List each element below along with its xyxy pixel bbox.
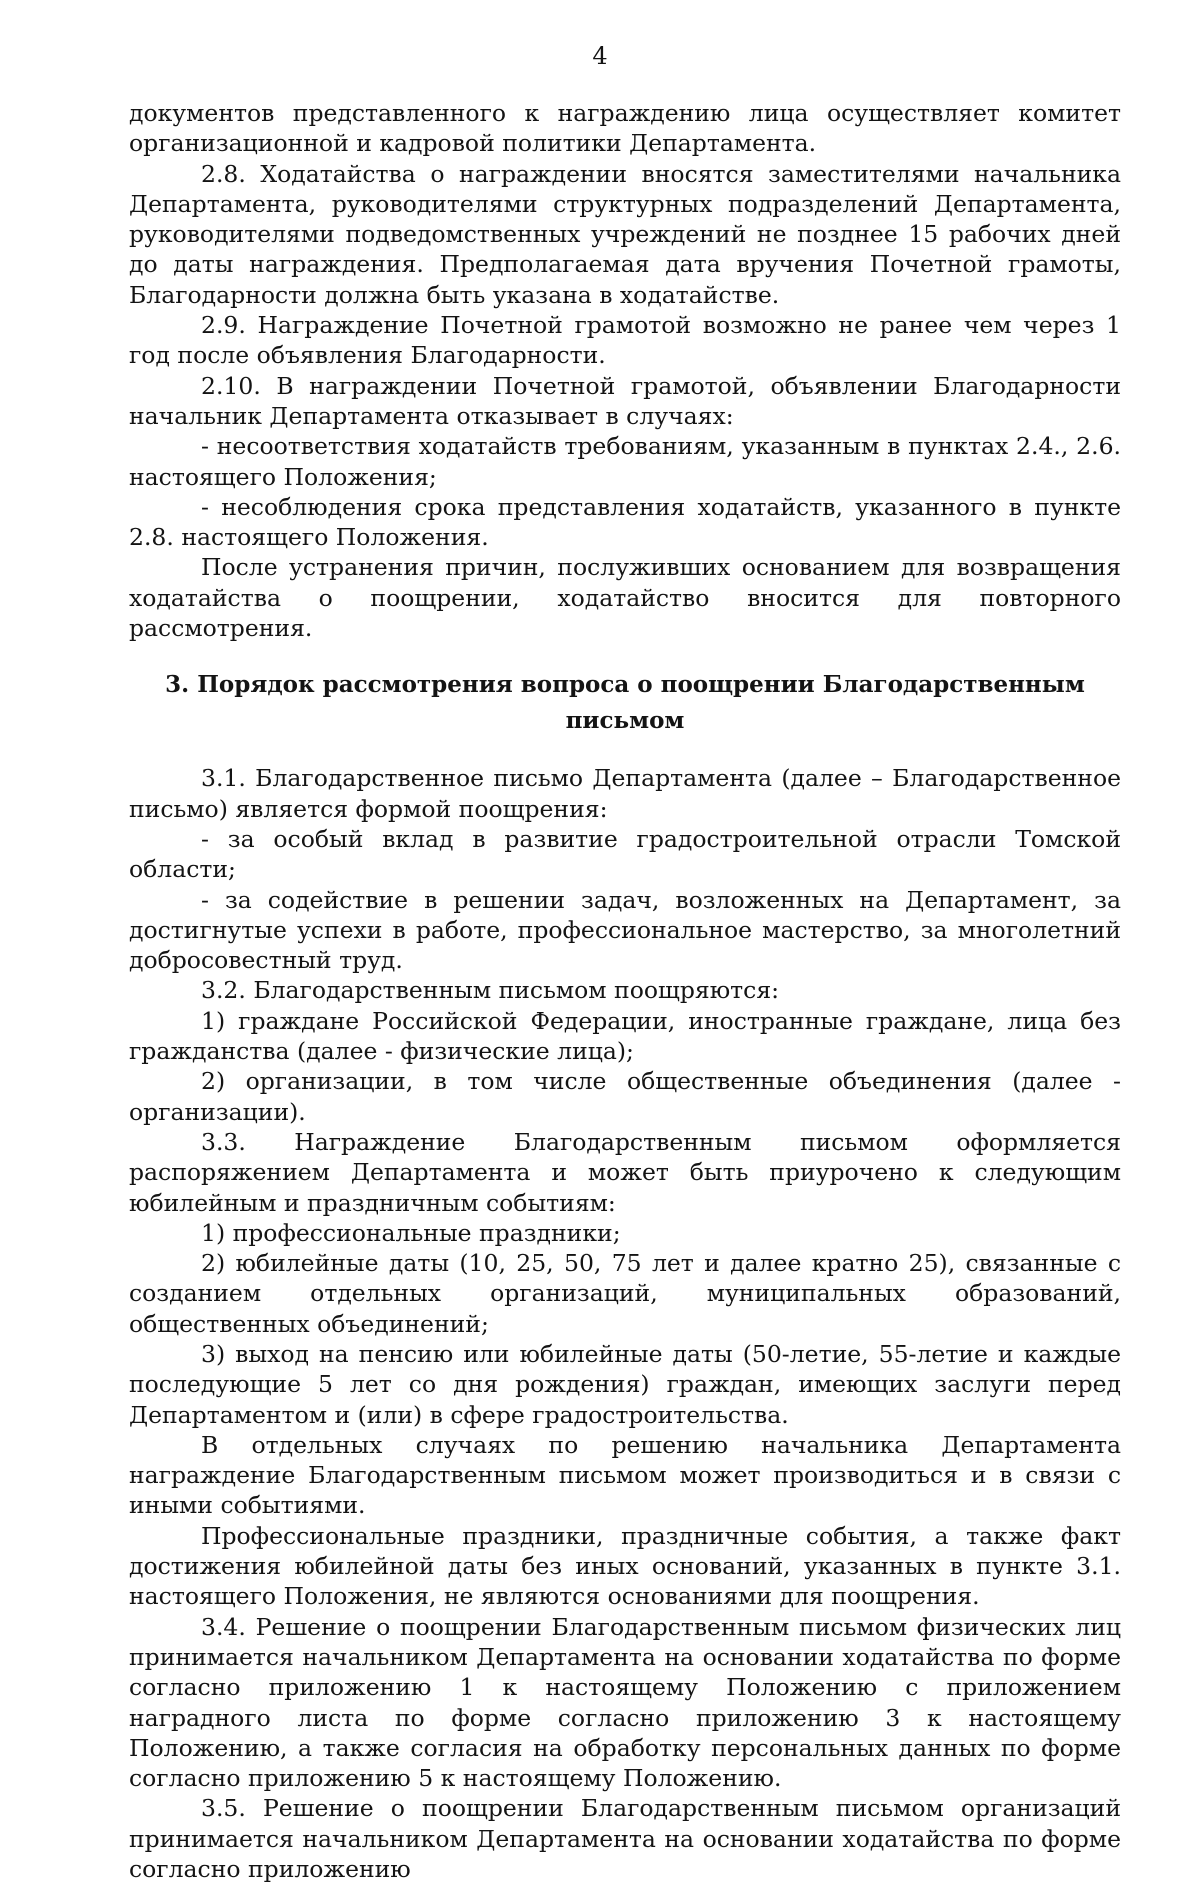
list-item-holidays: 1) профессиональные праздники; — [201, 1218, 621, 1247]
paragraph-3-1: 3.1. Благодарственное письмо Департамента (далее – Благодарственное письмо) является формой поощрения: — [129, 764, 1121, 823]
paragraph-continuation: документов представленного к награждению лица осуществляет комитет организационной и кадровой политики Департамента. — [129, 99, 1121, 158]
document-body — [129, 98, 1121, 1884]
paragraph-resubmission: После устранения причин, послуживших основанием для возвращения ходатайства о поощрении, ходатайство вносится для повторного рассмотрения. — [129, 553, 1121, 643]
paragraph-not-grounds: Профессиональные праздники, праздничные события, а также факт достижения юбилейной даты без иных оснований, указанных в пункте 3.1. настоящего Положения, не являются основаниями для поощрения. — [129, 1521, 1121, 1611]
paragraph-3-2: 3.2. Благодарственным письмом поощряются: — [201, 976, 780, 1005]
paragraph-2-8: 2.8. Ходатайства о награждении вносятся заместителями начальника Департамента, руководителями структурных подразделений Департамента, руководителями подведомственных учреждений не позднее 15 рабочих дней до даты награждения. Предполагаемая дата вручения Почетной грамоты, Благодарности должна быть указана в ходатайстве. — [129, 159, 1121, 309]
paragraph-2-10: 2.10. В награждении Почетной грамотой, объявлении Благодарности начальник Департамента отказывает в случаях: — [129, 371, 1121, 430]
list-item-citizens: 1) граждане Российской Федерации, иностранные граждане, лица без гражданства (далее - физические лица); — [129, 1006, 1121, 1066]
paragraph-3-3: 3.3. Награждение Благодарственным письмом оформляется распоряжением Департамента и может быть приурочено к следующим юбилейным и праздничным событиям: — [129, 1127, 1121, 1217]
list-item-refusal-1: - несоответствия ходатайств требованиям, указанным в пунктах 2.4., 2.6. настоящего Положения; — [129, 432, 1121, 491]
list-item-refusal-2: - несоблюдения срока представления ходатайств, указанного в пункте 2.8. настоящего Положения. — [129, 492, 1121, 552]
paragraph-other-events: В отдельных случаях по решению начальника Департамента награждение Благодарственным письмом может производиться и в связи с иными событиями. — [129, 1430, 1121, 1520]
page-number: 4 — [592, 42, 608, 70]
list-item-contribution: - за особый вклад в развитие градостроительной отрасли Томской области; — [129, 824, 1121, 884]
paragraph-3-4: 3.4. Решение о поощрении Благодарственным письмом физических лиц принимается начальником Департамента на основании ходатайства по форме согласно приложению 1 к настоящему Положению с приложением наградного листа по форме согласно приложению 3 к настоящему Положению, а также согласия на обработку персональных данных по форме согласно приложению 5 к настоящему Положению. — [129, 1612, 1121, 1793]
list-item-organizations: 2) организации, в том числе общественные объединения (далее - организации). — [129, 1067, 1121, 1126]
paragraph-3-5: 3.5. Решение о поощрении Благодарственным письмом организаций принимается начальником Департамента на основании ходатайства по форме согласно приложению — [129, 1794, 1121, 1884]
section-heading: 3. Порядок рассмотрения вопроса о поощрении Благодарственным письмом — [165, 671, 1085, 735]
list-item-anniversaries: 2) юбилейные даты (10, 25, 50, 75 лет и далее кратно 25), связанные с созданием отдельных организаций, муниципальных образований, общественных объединений; — [129, 1249, 1121, 1338]
list-item-retirement: 3) выход на пенсию или юбилейные даты (50-летие, 55-летие и каждые последующие 5 лет со дня рождения) граждан, имеющих заслуги перед Департаментом и (или) в сфере градостроительства. — [129, 1339, 1121, 1429]
list-item-assistance: - за содействие в решении задач, возложенных на Департамент, за достигнутые успехи в работе, профессиональное мастерство, за многолетний добросовестный труд. — [129, 885, 1121, 975]
paragraph-2-9: 2.9. Награждение Почетной грамотой возможно не ранее чем через 1 год после объявления Благодарности. — [129, 311, 1121, 370]
